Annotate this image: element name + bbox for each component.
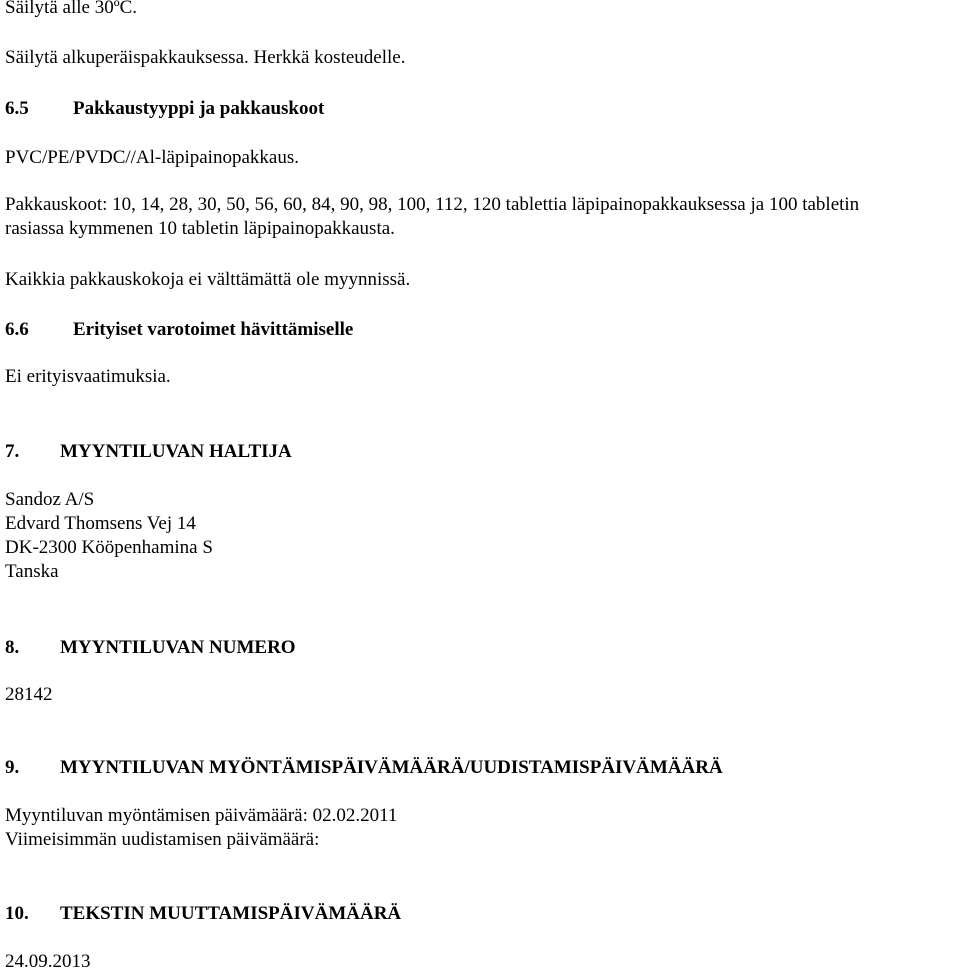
section-8-heading bbox=[5, 636, 296, 660]
disposal-text: Ei erityisvaatimuksia. bbox=[5, 366, 171, 387]
holder-city: DK-2300 Kööpenhamina S bbox=[5, 537, 213, 558]
package-type-text: PVC/PE/PVDC//Al-läpipainopakkaus. bbox=[5, 147, 299, 168]
section-6-5-heading bbox=[5, 97, 324, 121]
section-number: 10. bbox=[5, 903, 29, 924]
authorization-number: 28142 bbox=[5, 684, 53, 705]
section-number: 9. bbox=[5, 757, 20, 778]
section-title: TEKSTIN MUUTTAMISPÄIVÄMÄÄRÄ bbox=[60, 903, 402, 924]
section-number: 7. bbox=[5, 441, 20, 462]
package-sizes-line-1: Pakkauskoot: 10, 14, 28, 30, 50, 56, 60, 84, 90, 98, 100, 112, 120 tablettia läpipainopakkauksessa ja 100 tabletin bbox=[5, 194, 860, 215]
section-title: MYYNTILUVAN MYÖNTÄMISPÄIVÄMÄÄRÄ/UUDISTAMISPÄIVÄMÄÄRÄ bbox=[60, 757, 723, 778]
section-10-heading bbox=[5, 902, 401, 926]
section-title: MYYNTILUVAN NUMERO bbox=[60, 637, 296, 658]
section-number: 8. bbox=[5, 637, 20, 658]
text-revision-date: 24.09.2013 bbox=[5, 951, 91, 972]
section-9-heading bbox=[5, 756, 723, 780]
section-6-6-heading bbox=[5, 318, 353, 342]
section-number: 6.5 bbox=[5, 98, 29, 119]
section-7-heading bbox=[5, 440, 292, 464]
holder-street: Edvard Thomsens Vej 14 bbox=[5, 513, 196, 534]
section-title: Erityiset varotoimet hävittämiselle bbox=[73, 319, 354, 340]
package-availability-text: Kaikkia pakkauskokoja ei välttämättä ole myynnissä. bbox=[5, 269, 411, 290]
storage-package-text: Säilytä alkuperäispakkauksessa. Herkkä kosteudelle. bbox=[5, 47, 406, 68]
section-title: MYYNTILUVAN HALTIJA bbox=[60, 441, 292, 462]
package-sizes-line-2: rasiassa kymmenen 10 tabletin läpipainopakkausta. bbox=[5, 218, 395, 239]
holder-country: Tanska bbox=[5, 561, 59, 582]
authorization-granted-date: Myyntiluvan myöntämisen päivämäärä: 02.02.2011 bbox=[5, 805, 398, 826]
holder-name: Sandoz A/S bbox=[5, 489, 95, 510]
authorization-renewed-date: Viimeisimmän uudistamisen päivämäärä: bbox=[5, 829, 320, 850]
storage-temperature-text: Säilytä alle 30ºC. bbox=[5, 0, 138, 18]
section-title: Pakkaustyyppi ja pakkauskoot bbox=[73, 98, 325, 119]
section-number: 6.6 bbox=[5, 319, 29, 340]
